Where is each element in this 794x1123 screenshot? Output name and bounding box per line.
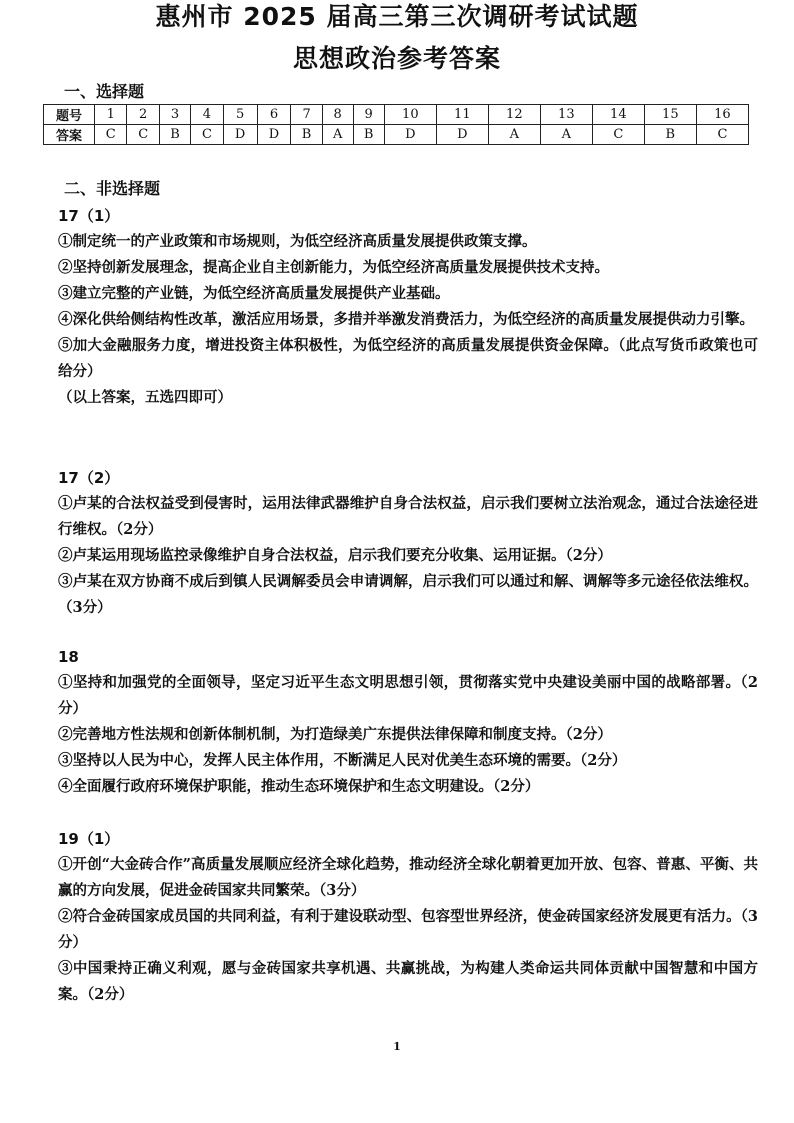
question-number-cell: 12 <box>488 105 540 125</box>
answer-cell: B <box>644 125 696 145</box>
question-17-2-heading: 17（2） <box>58 469 120 487</box>
answer-cell: D <box>436 125 488 145</box>
answer-cell: A <box>540 125 592 145</box>
question-number-cell: 4 <box>191 105 223 125</box>
question-number-row <box>44 105 749 125</box>
row-head-answer: 答案 <box>44 125 95 145</box>
answer-point: ②完善地方性法规和创新体制机制，为打造绿美广东提供法律保障和制度支持。（2分） <box>58 726 612 743</box>
answer-cell: A <box>322 125 353 145</box>
answer-note: （以上答案，五选四即可） <box>58 389 232 406</box>
answer-cell: B <box>353 125 384 145</box>
answer-point: ④深化供给侧结构性改革，激活应用场景，多措并举激发消费活力，为低空经济的高质量发展提供动力引擎。 <box>58 311 754 328</box>
row-head-question: 题号 <box>44 105 95 125</box>
answer-point: ③建立完整的产业链，为低空经济高质量发展提供产业基础。 <box>58 285 450 302</box>
answer-cell: C <box>592 125 644 145</box>
answer-point: ②卢某运用现场监控录像维护自身合法权益，启示我们要充分收集、运用证据。（2分） <box>58 547 612 564</box>
question-17-1-heading: 17（1） <box>58 207 120 225</box>
question-18-block <box>58 644 758 800</box>
question-18-heading: 18 <box>58 648 79 666</box>
answer-cell: C <box>95 125 127 145</box>
question-17-1-block <box>58 203 758 411</box>
answer-cell: B <box>159 125 190 145</box>
question-19-1-block <box>58 826 758 1008</box>
question-number-cell: 10 <box>384 105 436 125</box>
question-19-1-heading: 19（1） <box>58 830 120 848</box>
answer-point: ①卢某的合法权益受到侵害时，运用法律武器维护自身合法权益，启示我们要树立法治观念，通过合法途径进行维权。（2分） <box>58 495 758 538</box>
section-choice-heading: 一、选择题 <box>64 82 145 101</box>
answer-cell: D <box>384 125 436 145</box>
answer-point: ③坚持以人民为中心，发挥人民主体作用，不断满足人民对优美生态环境的需要。（2分） <box>58 752 627 769</box>
answer-point: ④全面履行政府环境保护职能，推动生态环境保护和生态文明建设。（2分） <box>58 778 540 795</box>
answer-point: ①坚持和加强党的全面领导，坚定习近平生态文明思想引领，贯彻落实党中央建设美丽中国的战略部署。（2分） <box>58 674 758 717</box>
answer-point: ③卢某在双方协商不成后到镇人民调解委员会申请调解，启示我们可以通过和解、调解等多元途径依法维权。（3分） <box>58 573 758 616</box>
question-number-cell: 8 <box>322 105 353 125</box>
question-number-cell: 13 <box>540 105 592 125</box>
answer-cell: C <box>696 125 748 145</box>
question-number-cell: 16 <box>696 105 748 125</box>
answer-point: ⑤加大金融服务力度，增进投资主体积极性，为低空经济的高质量发展提供资金保障。（此点写货币政策也可给分） <box>58 337 758 380</box>
question-number-cell: 7 <box>291 105 322 125</box>
answer-cell: A <box>488 125 540 145</box>
answer-cell: D <box>257 125 291 145</box>
question-number-cell: 5 <box>223 105 257 125</box>
question-number-cell: 11 <box>436 105 488 125</box>
answer-cell: C <box>191 125 223 145</box>
question-17-2-block <box>58 465 758 621</box>
answer-point: ②坚持创新发展理念，提高企业自主创新能力，为低空经济高质量发展提供技术支持。 <box>58 259 609 276</box>
document-subtitle: 思想政治参考答案 <box>292 44 501 73</box>
question-number-cell: 2 <box>127 105 159 125</box>
question-number-cell: 1 <box>95 105 127 125</box>
answer-point: ③中国秉持正确义利观，愿与金砖国家共享机遇、共赢挑战，为构建人类命运共同体贡献中国智慧和中国方案。（2分） <box>58 960 758 1003</box>
question-number-cell: 3 <box>159 105 190 125</box>
question-number-cell: 9 <box>353 105 384 125</box>
question-number-cell: 15 <box>644 105 696 125</box>
document-title: 惠州市 2025 届高三第三次调研考试试题 <box>155 2 639 31</box>
answer-cell: D <box>223 125 257 145</box>
section-nonchoice-heading: 二、非选择题 <box>64 179 161 198</box>
question-number-cell: 6 <box>257 105 291 125</box>
answer-point: ①制定统一的产业政策和市场规则，为低空经济高质量发展提供政策支撑。 <box>58 233 537 250</box>
answer-cell: B <box>291 125 322 145</box>
answer-point: ②符合金砖国家成员国的共同利益，有利于建设联动型、包容型世界经济，使金砖国家经济发展更有活力。（3分） <box>58 908 758 951</box>
answer-point: ①开创“大金砖合作”高质量发展顺应经济全球化趋势，推动经济全球化朝着更加开放、包容、普惠、平衡、共赢的方向发展，促进金砖国家共同繁荣。（3分） <box>58 856 758 899</box>
answer-row <box>44 125 749 145</box>
answer-cell: C <box>127 125 159 145</box>
page-number: 1 <box>393 1040 401 1053</box>
question-number-cell: 14 <box>592 105 644 125</box>
answer-table <box>43 104 749 145</box>
